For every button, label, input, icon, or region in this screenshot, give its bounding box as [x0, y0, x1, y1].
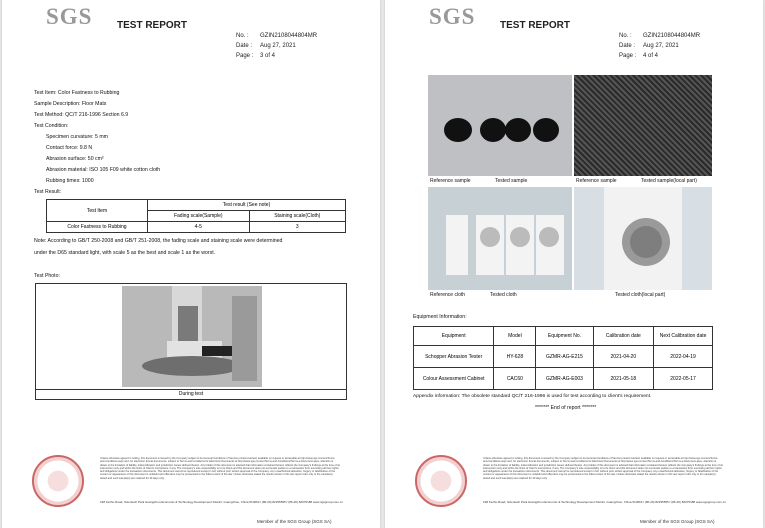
test-photo — [122, 286, 262, 387]
sgs-seal — [415, 455, 467, 507]
table-cell: 2022-04-19 — [654, 346, 713, 368]
table-cell: Colour Assessment Cabinet — [414, 368, 494, 390]
cloth-photo — [428, 187, 572, 290]
table-cell: 2021-05-18 — [593, 368, 654, 390]
sgs-seal — [32, 455, 84, 507]
result-table — [46, 199, 346, 233]
meta-no-label: No. : — [236, 33, 249, 39]
header-test-result: Test result (See note) — [148, 200, 346, 211]
equipment-header: Model — [494, 327, 536, 346]
cloth-local-photo — [574, 187, 712, 290]
test-item: Test Item: Color Fastness to Rubbing — [34, 90, 120, 96]
equipment-header: Next Calibration date — [654, 327, 713, 346]
caption-reference-sample-2: Reference sample — [576, 178, 617, 184]
disclaimer-text: Unless otherwise agreed in writing, this document is issued by the Company subject to its General Conditions of Service printed overleaf, available on request or accessible at http://www.sgs.com/en/Terms-and-Conditions.aspx and, for electronic format documents, subject to Terms and Conditions for Electronic Documents at http://www.sgs.com/en/Terms-and-Conditions/Terms-e-Document.aspx. Attention is drawn to the limitation of liability, indemnification and jurisdiction issues defined therein. Any holder of this document is advised that information contained hereon reflects the Company's findings at the time of its intervention only and within the limits of Client's instructions, if any. The Company's sole responsibility is to its Client and this document does not exonerate parties to a transaction from exercising all their rights and obligations under the transaction documents. This document cannot be reproduced except in full, without prior written approval of the Company. Any unauthorized alteration, forgery or falsification of the content or appearance of this document is unlawful and offenders may be prosecuted to the fullest extent of the law. Unless otherwise stated the results shown in this test report refer only to the sample(s) tested and such sample(s) are retained for 30 days only. — [483, 457, 723, 480]
header-test-item: Test Item — [47, 200, 148, 222]
caption-tested-sample-local: Tested sample(local part) — [641, 178, 697, 184]
meta-no-label: No. : — [619, 33, 632, 39]
photo-caption: During test — [36, 389, 346, 397]
table-cell: CAC60 — [494, 368, 536, 390]
note-line: Note: According to GB/T 250-2008 and GB/T 251-2008, the fading scale and staining scale were determined — [34, 238, 283, 244]
header-staining-scale: Staining scale(Cloth) — [249, 211, 345, 222]
caption-reference-sample: Reference sample — [430, 178, 471, 184]
condition-item: Contact force: 9.8 N — [46, 145, 93, 151]
report-page-3 — [2, 0, 380, 528]
test-condition-heading: Test Condition: — [34, 123, 69, 129]
equipment-table — [413, 326, 713, 390]
caption-reference-cloth: Reference cloth — [430, 292, 466, 298]
page-number: 3 of 4 — [260, 53, 276, 59]
meta-date-label: Date : — [619, 43, 636, 49]
company-address: 198 Kezhu Road, Scientech Park Guangzhou Economic & Technology Development District, Guangzhou, China 510663 t (86-20) 82155555 f (86-20) 82075188 www.sgsgroup.com.cn — [100, 500, 343, 504]
page-title: TEST REPORT — [500, 20, 571, 31]
sgs-logo: SGS — [429, 4, 476, 29]
equipment-heading: Equipment Information: — [413, 314, 467, 320]
caption-tested-sample: Tested sample — [495, 178, 528, 184]
page-title: TEST REPORT — [117, 20, 188, 31]
report-meta — [619, 31, 700, 61]
company-address: 198 Kezhu Road, Scientech Park Guangzhou Economic & Technology Development District, Guangzhou, China 510663 t (86-20) 82155555 f (86-20) 82075188 www.sgsgroup.com.cn — [483, 500, 726, 504]
table-cell: 2022-05-17 — [654, 368, 713, 390]
equipment-header: Equipment — [414, 327, 494, 346]
report-number: GZIN2108044804MR — [643, 33, 701, 39]
sample-photo — [428, 75, 572, 176]
row-staining-value: 3 — [249, 222, 345, 233]
member-line: Member of the SGS Group (SGS SA) — [640, 519, 715, 524]
note-line: under the D65 standard light, with scale 5 as the best and scale 1 as the worst. — [34, 250, 216, 256]
table-cell: GZMR-AG-E215 — [536, 346, 593, 368]
table-cell: HY-628 — [494, 346, 536, 368]
test-photo-heading: Test Photo: — [34, 273, 60, 279]
report-date: Aug 27, 2021 — [643, 43, 679, 49]
row-fading-value: 4-5 — [148, 222, 250, 233]
equipment-header: Equipment No. — [536, 327, 593, 346]
report-page-4 — [385, 0, 763, 528]
equipment-header: Calibration date — [593, 327, 654, 346]
sgs-logo: SGS — [46, 4, 93, 29]
test-result-heading: Test Result: — [34, 189, 62, 195]
disclaimer-text: Unless otherwise agreed in writing, this document is issued by the Company subject to its General Conditions of Service printed overleaf, available on request or accessible at http://www.sgs.com/en/Terms-and-Conditions.aspx and, for electronic format documents, subject to Terms and Conditions for Electronic Documents at http://www.sgs.com/en/Terms-and-Conditions/Terms-e-Document.aspx. Attention is drawn to the limitation of liability, indemnification and jurisdiction issues defined therein. Any holder of this document is advised that information contained hereon reflects the Company's findings at the time of its intervention only and within the limits of Client's instructions, if any. The Company's sole responsibility is to its Client and this document does not exonerate parties to a transaction from exercising all their rights and obligations under the transaction documents. This document cannot be reproduced except in full, without prior written approval of the Company. Any unauthorized alteration, forgery or falsification of the content or appearance of this document is unlawful and offenders may be prosecuted to the fullest extent of the law. Unless otherwise stated the results shown in this test report refer only to the sample(s) tested and such sample(s) are retained for 30 days only. — [100, 457, 340, 480]
meta-page-label: Page : — [619, 53, 637, 59]
test-photo-frame — [35, 283, 347, 400]
appendix-note: Appendix information: The obsolete standard QC/T 216-1996 is used for test according to client's requirement. — [413, 394, 652, 399]
condition-item: Abrasion surface: 50 cm² — [46, 156, 104, 162]
report-number: GZIN2108044804MR — [260, 33, 318, 39]
meta-date-label: Date : — [236, 43, 253, 49]
report-meta — [236, 31, 317, 61]
condition-item: Specimen curvature: 5 mm — [46, 134, 108, 140]
table-cell: GZMR-AG-E003 — [536, 368, 593, 390]
test-method: Test Method: QC/T 216-1996 Section 6.9 — [34, 112, 129, 118]
page-number: 4 of 4 — [643, 53, 659, 59]
meta-page-label: Page : — [236, 53, 254, 59]
header-fading-scale: Fading scale(Sample) — [148, 211, 250, 222]
sample-description: Sample Description: Floor Mats — [34, 101, 107, 107]
sample-local-photo — [574, 75, 712, 176]
caption-tested-cloth: Tested cloth — [490, 292, 517, 298]
table-cell: Schopper Abrasion Tester — [414, 346, 494, 368]
report-date: Aug 27, 2021 — [260, 43, 296, 49]
condition-item: Abrasion material: ISO 105 F09 white cotton cloth — [46, 167, 161, 173]
member-line: Member of the SGS Group (SGS SA) — [257, 519, 332, 524]
row-test-item: Color Fastness to Rubbing — [47, 222, 148, 233]
caption-tested-cloth-local: Tested cloth(local part) — [615, 292, 666, 298]
condition-item: Rubbing times: 1000 — [46, 178, 94, 184]
end-of-report: ******* End of report ******* — [535, 405, 597, 411]
table-cell: 2021-04-20 — [593, 346, 654, 368]
